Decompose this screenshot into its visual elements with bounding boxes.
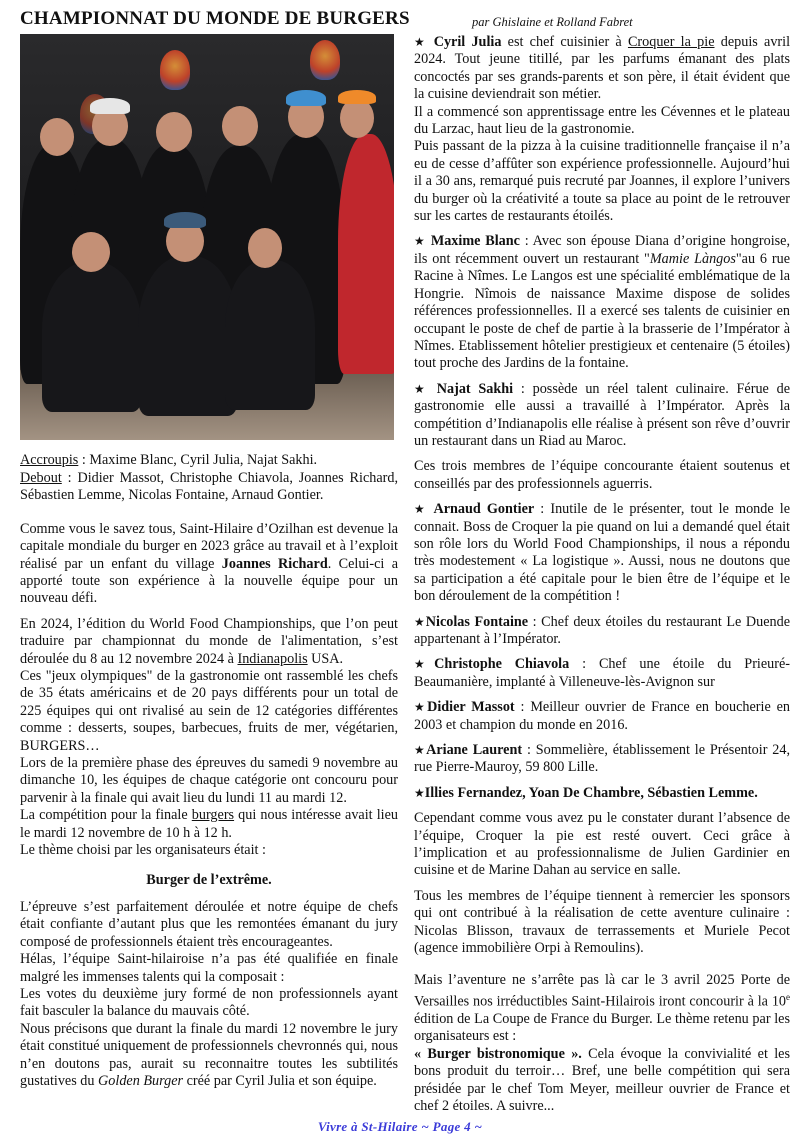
restaurant-link[interactable]: Croquer la pie [627,34,715,50]
paragraph-next-event: Mais l’aventure ne s’arrête pas là car le 3 avril 2025 Porte de Versailles nos irréductibles Saint-Hilairois iront concourir à la 10e édition de La Coupe de France du Burger. Le thème retenu par les organisateurs est : [414,971,790,1045]
paragraph: Cependant comme vous avez pu le constater durant l’absence de l’équipe, Croquer la pie est resté ouvert. Ceci grâce à l’implication et au professionnalisme de Julien Gardinier en cuisine et de Marine Dahan au service en salle. [414,810,790,879]
caption-text: : Maxime Blanc, Cyril Julia, Najat Sakhi. [78,452,318,468]
dish-name: Golden Burger [98,1072,184,1089]
team-member-figure [225,260,315,410]
paragraph: Ces "jeux olympiques" de la gastronomie ont rassemblé les chefs de 35 états américains et de 20 pays différents pour un total de 225 équipes qui ont rivalisé au sein de 12 catégories différentes comme : desserts, soupes, barbecues, fruits de mer, végétarien, BURGERS… [20,668,398,754]
team-member-head [248,228,282,268]
location-link[interactable]: Indianapolis [237,650,308,667]
right-column [414,34,790,1115]
cap-icon [338,90,376,104]
team-photo [20,34,394,440]
championship-logo-icon [310,40,340,80]
paragraph: Le thème choisi par les organisateurs était : [20,842,266,859]
star-icon: ★ [414,614,426,629]
cap-icon [164,212,206,228]
paragraph: L’épreuve s’est parfaitement déroulée et notre équipe de chefs était confiante d’autant plus que les remontées émanant du jury composé de professionnels étaient très encourageantes. [20,898,398,950]
person-name: Joannes Richard [221,555,328,572]
team-member-head [340,98,374,138]
paragraph: « Burger bistronomique ». Cela évoque la convivialité et les bons produit du terroir… Bref, une belle compétition qui sera présidée par le chef Tom Meyer, meilleur ouvrier de France et chef 2 étoiles. A suivre... [414,1045,790,1115]
theme-heading: Burger de l’extrême. [146,871,272,888]
restaurant-name: Mamie Làngos [649,250,736,267]
team-member-figure [338,134,394,374]
bio-maxime: ★ Maxime Blanc : Avec son épouse Diana d’origine hongroise, ils ont récemment ouvert un restaurant "Mamie Làngos"au 6 rue Racine à Nîmes. Le Langos est une spécialité emblématique de la Hongrie. Nîmois de naissance Maxime dispose de solides références professionnelles. Il a exercé ses talents de cuisinier en occupant le poste de chef de partie à la brasserie de l’Impérator à Nîmes. Etablissement hôtelier prestigieux et centenaire (5 étoiles) tout proche des Jardins de la fontaine. [414,233,791,372]
paragraph: Comme vous le savez tous, Saint-Hilaire d’Ozilhan est devenue la capitale mondiale du burger en 2023 grâce au travail et à l’exploit réalisé par un enfant du village Joannes Richard. Celui-ci a apporté toute son expérience à la nouvelle équipe pour un nouveau défi. [20,520,399,607]
category-link[interactable]: burgers [191,807,235,824]
team-member-figure [138,256,238,416]
paragraph: En 2024, l’édition du World Food Championships, que l’on peut traduire par championnat du monde de l'alimentation, s’est déroulée du 8 au 12 novembre 2024 à Indianapolis USA. [20,615,398,667]
championship-logo-icon [160,50,190,90]
star-icon: ★ [414,700,428,715]
photo-caption [20,452,398,505]
team-member-head [156,112,192,152]
paragraph: Nous précisons que durant la finale du mardi 12 novembre le jury était constitué uniquement de professionnels chevronnés qui, nous n’en doutons pas, aurait su reconnaitre toutes les subtilités gustatives du Golden Burger créé par Cyril Julia et son équipe. [20,1020,398,1089]
cap-icon [286,90,326,106]
caption-standing [20,470,398,505]
bio-cyril: ★ Cyril Julia est chef cuisinier à Croquer la pie depuis avril 2024. Tout jeune titillé, par les parfums émanant des plats concoctés par ses grands-parents et son père, il était évident que la cuisine deviendrait son métier. [414,34,791,103]
paragraph: Lors de la première phase des épreuves du samedi 9 novembre au dimanche 10, les équipes de chaque catégorie ont concouru pour parvenir à la finale qui avait lieu du lundi 11 au mardi 12. [20,755,398,806]
star-icon: ★ [414,234,427,249]
bio-christophe: ★Christophe Chiavola : Chef une étoile du Prieuré-Beaumanière, implanté à Villeneuve-lès-Avignon sur [414,656,790,690]
page-footer: Vivre à St-Hilaire ~ Page 4 ~ [317,1119,483,1134]
bio-najat: ★ Najat Sakhi : possède un réel talent culinaire. Férue de gastronomie elle aussi a travaillé à l’Impérator. Après la compétition d’Indianapolis elle réalise à présent son rêve d’ouvrir un restaurant dans un Riad au Maroc. [414,380,791,449]
team-member-head [72,232,110,272]
bio-didier: ★Didier Massot : Meilleur ouvrier de France en boucherie en 2003 et champion du monde en 2016. [414,699,791,733]
left-column [20,34,398,1090]
team-member-head [40,118,74,156]
caption-text: : Didier Massot, Christophe Chiavola, Joannes Richard, Sébastien Lemme, Nicolas Fontaine, Arnaud Gontier. [20,469,398,504]
bio-nicolas: ★Nicolas Fontaine : Chef deux étoiles du restaurant Le Duende appartenant à l’Impérator. [414,613,790,647]
article-title: CHAMPIONNAT DU MONDE DE BURGERS [20,8,410,29]
paragraph: La compétition pour la finale burgers qui nous intéresse avait lieu le mardi 12 novembre de 10 h à 12 h. [20,807,398,841]
caption-label: Debout [20,469,62,486]
star-icon: ★ [414,35,428,49]
star-icon: ★ [414,502,428,517]
team-member-figure [42,262,142,412]
caption-crouching [20,452,398,470]
paragraph: Il a commencé son apprentissage entre les Cévennes et le plateau du Larzac, haut lieu de la gastronomie. [414,103,790,138]
team-member-head [222,106,258,146]
paragraph: Hélas, l’équipe Saint-hilairoise n’a pas été qualifiée en finale malgré les immenses talents qui la composait : [20,951,398,985]
star-icon: ★ [414,785,425,800]
bio-arnaud: ★ Arnaud Gontier : Inutile de le présenter, tout le monde le connait. Boss de Croquer la pie quand on lui a demandé quel était son rôle lors du World Food Championships, il nous a répondu très modestement « La logistique ». Aussi, nous ne doutons que sa participation a été capitale pour le bien être de l’équipe et le bon déroulement de la compétition ! [414,501,791,605]
star-icon: ★ [414,657,435,672]
cap-icon [90,98,130,114]
theme-name: « Burger bistronomique ». [414,1045,582,1062]
star-icon: ★ [414,743,427,758]
star-icon: ★ [414,381,429,396]
paragraph: Tous les membres de l’équipe tiennent à remercier les sponsors qui ont contribué à la réalisation de cette aventure culinaire : Nicolas Blisson, travaux de terrassements et Muriele Pecot (agence immobilière Orpi à Remoulins). [414,887,790,957]
caption-label: Accroupis [20,452,79,468]
bio-ariane: ★Ariane Laurent : Sommelière, établissement le Présentoir 24, rue Pierre-Mauroy, 59 800 Lille. [414,742,791,776]
other-members: ★Illies Fernandez, Yoan De Chambre, Sébastien Lemme. [414,784,758,801]
paragraph: Puis passant de la pizza à la cuisine traditionnelle française il n’a eu de cesse d’affûter son expérience professionnelle. Aujourd’hui il a 30 ans, remarqué puis recruté par Joannes, il explore l’univers du burger où la créativité a toute sa place au point de le retrouver sur les cartes de restaurants étoilés. [414,138,790,225]
paragraph: Ces trois membres de l’équipe concourante étaient soutenus et conseillés par des professionnels aguerris. [414,458,790,492]
byline: par Ghislaine et Rolland Fabret [472,15,633,29]
page-header [20,8,780,32]
paragraph: Les votes du deuxième jury formé de non professionnels ayant fait basculer la balance du mauvais côté. [20,985,398,1020]
